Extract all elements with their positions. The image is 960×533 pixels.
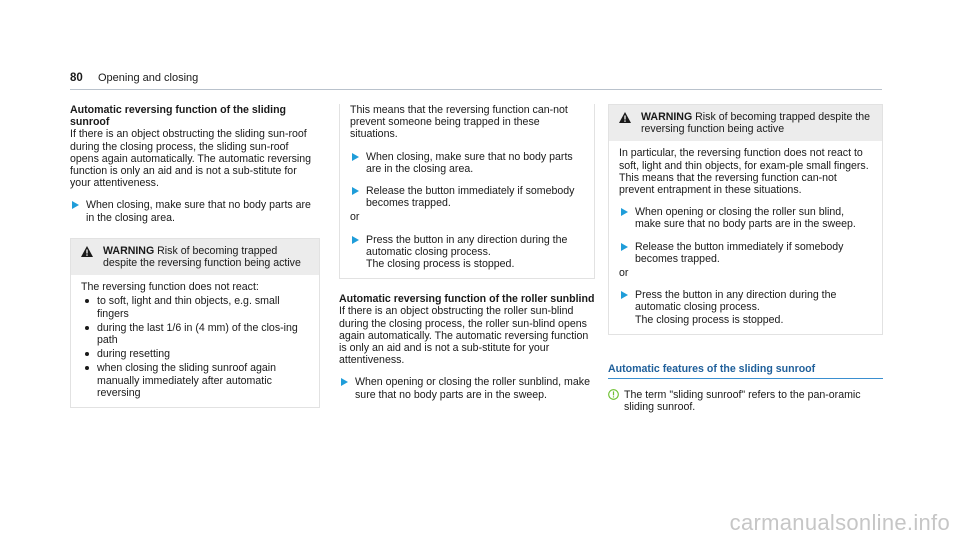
- section-heading-roller-sunblind: Automatic reversing function of the roller sunblind: [339, 293, 595, 306]
- instruction-step: Release the button immediately if somebody becomes trapped.: [350, 185, 584, 209]
- warning-body: The reversing function does not react: to soft, light and thin objects, e.g. small fingers during the last 1/6 in (4 mm) of the clos‐ing path during resetting when closing the sliding sunroof again manually immediately after automatic reversing: [71, 275, 319, 407]
- step-arrow-icon: [352, 187, 359, 195]
- info-note: The term "sliding sunroof" refers to the pan‐oramic sliding sunroof.: [608, 389, 883, 413]
- bullet-list: [81, 295, 309, 399]
- instruction-step: Press the button in any direction during the automatic closing process. The closing process is stopped.: [619, 289, 872, 326]
- step-arrow-icon: [352, 236, 359, 244]
- info-note-icon: [608, 389, 619, 400]
- page-section-title: Opening and closing: [98, 72, 199, 84]
- instruction-step: Press the button in any direction during the automatic closing process. The closing process is stopped.: [350, 234, 584, 271]
- column-1: [70, 104, 320, 408]
- warning-label: WARNING: [641, 111, 693, 123]
- instruction-step: Release the button immediately if somebody becomes trapped.: [619, 241, 872, 265]
- column-2: [339, 104, 595, 401]
- list-item: to soft, light and thin objects, e.g. small fingers: [81, 295, 309, 319]
- intro-text: If there is an object obstructing the roller sun‐blind during the closing process, the roller sun‐blind opens again automatically. The automatic reversing function is only an aid and is not a sub‐stitute for your attentiveness.: [339, 305, 589, 367]
- section-heading-sliding-sunroof: Automatic reversing function of the sliding sunroof: [70, 104, 287, 129]
- step-arrow-icon: [72, 201, 79, 209]
- step-arrow-icon: [341, 378, 348, 386]
- instruction-step: When closing, make sure that no body parts are in the closing area.: [350, 151, 584, 175]
- instruction-step: When closing, make sure that no body parts are in the closing area.: [70, 199, 320, 223]
- step-arrow-icon: [621, 291, 628, 299]
- warning-text: Risk of becoming trapped despite the reversing function being active: [103, 244, 301, 270]
- section-heading-automatic-features: Automatic features of the sliding sunroof: [608, 363, 883, 379]
- list-item: during resetting: [81, 348, 309, 360]
- warning-triangle-icon: [619, 112, 631, 123]
- step-arrow-icon: [621, 208, 628, 216]
- page-header: [70, 70, 882, 90]
- step-arrow-icon: [621, 243, 628, 251]
- list-item: during the last 1/6 in (4 mm) of the clos‐ing path: [81, 322, 309, 346]
- warning-triangle-icon: [81, 246, 93, 257]
- list-item: when closing the sliding sunroof again manually immediately after automatic reversing: [81, 362, 309, 399]
- step-arrow-icon: [352, 153, 359, 161]
- watermark: carmanualsonline.info: [729, 509, 950, 533]
- warning-box: [608, 104, 883, 335]
- column-3: [608, 104, 883, 413]
- warning-label: WARNING: [103, 244, 155, 257]
- instruction-step: When opening or closing the roller sunblind, make sure that no body parts are in the sweep.: [339, 376, 595, 400]
- warning-header: [609, 105, 882, 141]
- page-number: 80: [70, 72, 83, 84]
- warning-box: [70, 238, 320, 408]
- warning-box-continued: This means that the reversing function can‐not prevent someone being trapped in these situations. When closing, make sure that no body parts are in the closing area. Release the button immediately if somebody becomes trapped. or Press the button in any direction during the automatic closing process. The closing process is stopped.: [339, 104, 595, 279]
- warning-header: [71, 239, 319, 275]
- instruction-step: When opening or closing the roller sun blind, make sure that no body parts are in the sweep.: [619, 206, 872, 230]
- warning-text: Risk of becoming trapped despite the reversing function being active: [641, 111, 871, 136]
- warning-body: In particular, the reversing function does not react to soft, light and thin objects, for exam‐ple small fingers. This means that the reversing function can‐not prevent entrapment in these situations. When opening or closing the roller sun blind, make sure that no body parts are in the sweep. Release the button immediately if somebody becomes trapped. or Press the button in any direction during the automatic closing process. The closing process is stopped.: [609, 141, 882, 333]
- intro-text: If there is an object obstructing the sliding sun‐roof during the closing process, the sliding sun‐roof opens again automatically. The automatic reversing function is only an aid and is not a sub‐stitute for your attentiveness.: [70, 128, 312, 190]
